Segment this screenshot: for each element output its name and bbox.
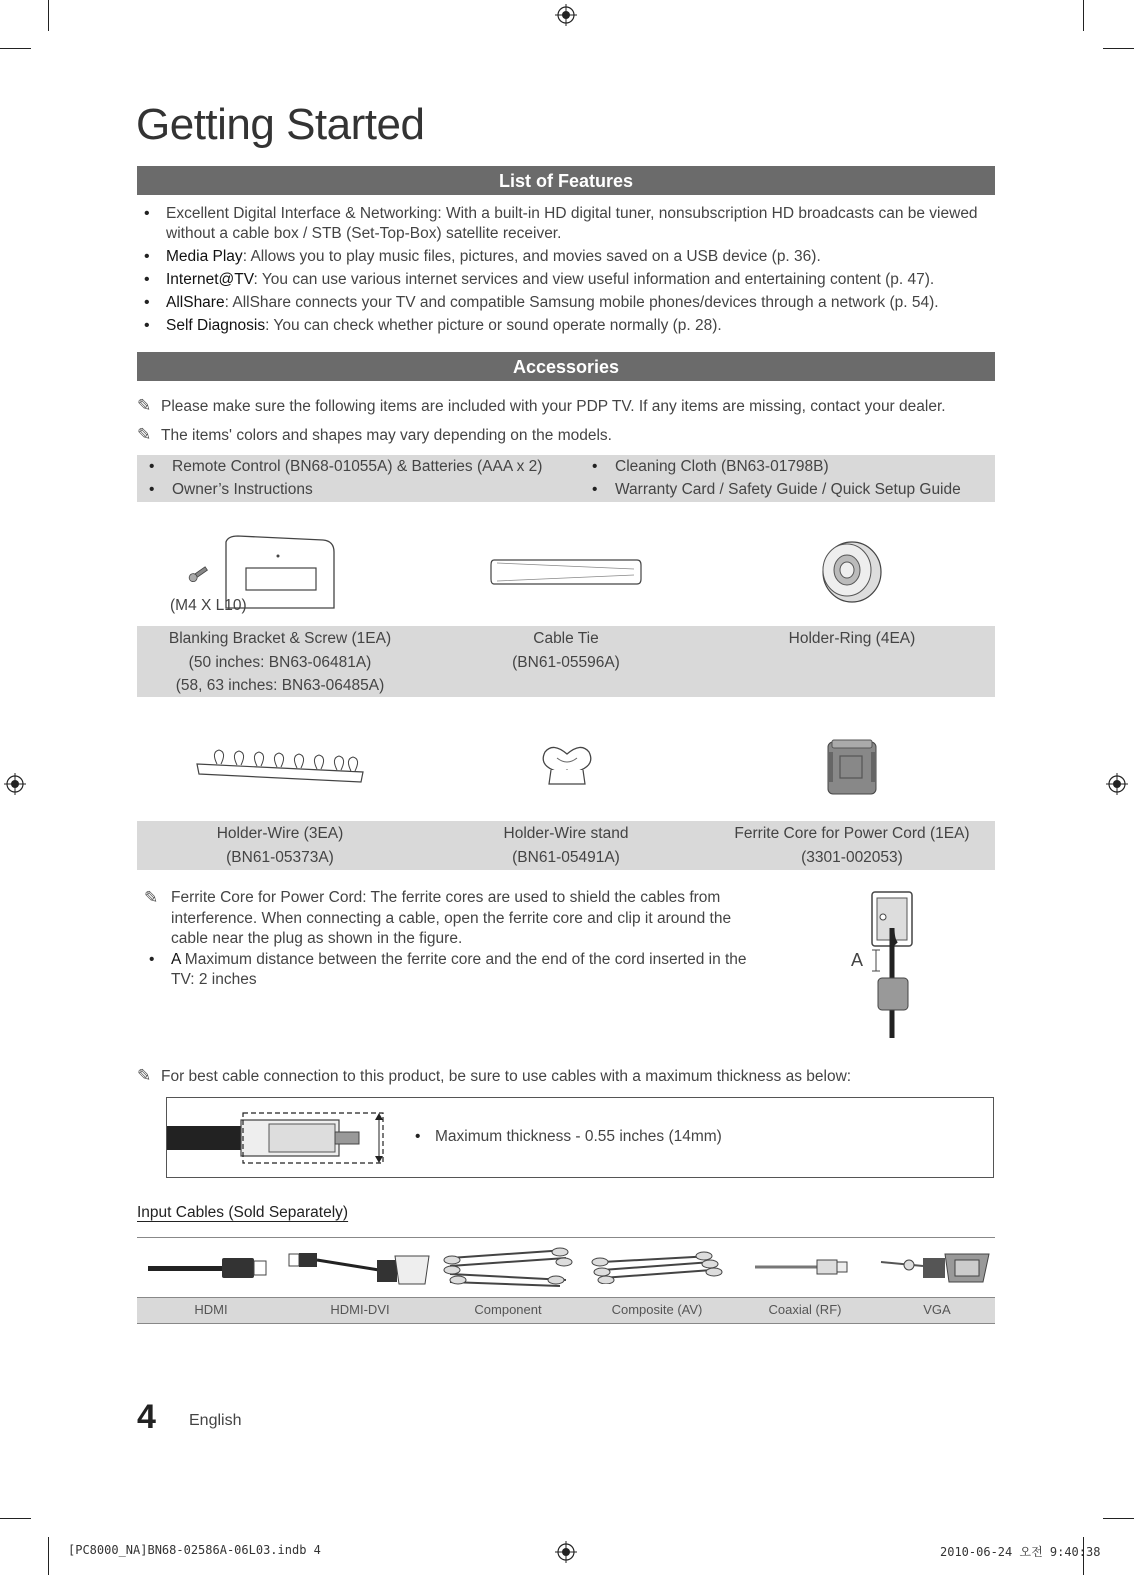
- ferrite-core-image: [824, 738, 880, 796]
- registration-mark-icon: [555, 4, 577, 26]
- accessories-note: ✎ Please make sure the following items are included with your PDP TV. If any items are missing, contact your dealer.: [137, 396, 946, 415]
- registration-mark-icon: [1106, 773, 1128, 795]
- crop-mark: [48, 1537, 49, 1575]
- included-items-box: [137, 455, 995, 502]
- cable-tie-image: [489, 557, 644, 587]
- input-cables-labels: [137, 1297, 995, 1324]
- note-pencil-icon: ✎: [137, 425, 152, 444]
- cable-label-hdmi-dvi: HDMI-DVI: [330, 1302, 390, 1317]
- hdmi-cable-icon: [146, 1253, 270, 1283]
- ferrite-bullet: • A Maximum distance between the ferrite core and the end of the cord inserted in the TV: 2 inches: [149, 950, 747, 988]
- holder-wire-image: [195, 744, 367, 786]
- note-pencil-icon: ✎: [137, 396, 152, 415]
- holder-wire-caption: Holder-Wire (3EA) (BN61-05373A): [216, 825, 344, 866]
- feature-item: • Self Diagnosis: You can check whether picture or sound operate normally (p. 28).: [137, 316, 987, 336]
- coaxial-rf-cable-icon: [753, 1256, 849, 1278]
- holder-wire-stand-caption: Holder-Wire stand (BN61-05491A): [503, 825, 629, 866]
- cable-tie-caption: Cable Tie (BN61-05596A): [512, 630, 620, 671]
- holder-ring-caption: Holder-Ring (4EA): [788, 630, 916, 647]
- included-item: • Warranty Card / Safety Guide / Quick Setup Guide: [615, 481, 961, 499]
- print-slug-date: 2010-06-24 오전 9:40:38: [940, 1545, 1101, 1559]
- included-item: • Cleaning Cloth (BN63-01798B): [615, 458, 829, 476]
- accessories-heading: Accessories: [137, 352, 995, 381]
- features-list: [137, 204, 987, 339]
- vga-cable-icon: [879, 1250, 993, 1286]
- crop-mark: [0, 48, 31, 49]
- screw-size-label: (M4 X L10): [170, 597, 247, 614]
- feature-item: • Media Play: Allows you to play music files, pictures, and movies saved on a USB device (p. 36).: [137, 247, 987, 267]
- blanking-bracket-caption: Blanking Bracket & Screw (1EA) (50 inches: BN63-06481A) (58, 63 inches: BN63-06485A): [168, 630, 392, 694]
- input-cables-title: Input Cables (Sold Separately): [137, 1204, 349, 1221]
- max-thickness-bullet: • Maximum thickness - 0.55 inches (14mm): [415, 1128, 722, 1145]
- page-number: 4: [137, 1398, 156, 1436]
- cable-thickness-box: [166, 1097, 994, 1178]
- included-item: • Remote Control (BN68-01055A) & Batteries (AAA x 2): [172, 458, 542, 476]
- crop-mark: [1083, 0, 1084, 31]
- cable-label-coaxial: Coaxial (RF): [768, 1302, 842, 1317]
- cable-label-component: Component: [474, 1302, 542, 1317]
- cable-label-vga: VGA: [923, 1302, 951, 1317]
- input-cables-divider: [137, 1237, 995, 1238]
- feature-item: • Excellent Digital Interface & Networking: With a built-in HD digital tuner, nonsubscription HD broadcasts can be viewed without a cable box / STB (Set-Top-Box) satellite receiver.: [137, 204, 987, 244]
- cable-plug-image: [167, 1110, 397, 1168]
- composite-av-cable-icon: [588, 1248, 724, 1284]
- ferrite-core-caption: Ferrite Core for Power Cord (1EA) (3301-002053): [734, 825, 970, 866]
- print-slug-file: [PC8000_NA]BN68-02586A-06L03.indb 4: [68, 1543, 321, 1557]
- accessories-note: ✎ The items' colors and shapes may vary depending on the models.: [137, 425, 612, 444]
- note-pencil-icon: ✎: [137, 1066, 152, 1085]
- crop-mark: [48, 0, 49, 31]
- component-cable-icon: [440, 1244, 576, 1290]
- ferrite-note: ✎ Ferrite Core for Power Cord: The ferrite cores are used to shield the cables from interference. When connecting a cable, open the ferrite core and clip it around the cable near the plug as shown in the figure. • A Maximum distance between the ferrite core and the end of the cord inserted in the TV: 2 inches: [144, 888, 759, 991]
- crop-mark: [0, 1518, 31, 1519]
- registration-mark-icon: [4, 773, 26, 795]
- features-heading: List of Features: [137, 166, 995, 195]
- feature-item: • Internet@TV: You can use various internet services and view useful information and entertaining content (p. 47).: [137, 270, 987, 290]
- cable-label-composite: Composite (AV): [611, 1302, 703, 1317]
- feature-item: • AllShare: AllShare connects your TV and compatible Samsung mobile phones/devices through a network (p. 54).: [137, 293, 987, 313]
- cable-thickness-note: ✎ For best cable connection to this product, be sure to use cables with a maximum thickness as below:: [137, 1066, 852, 1085]
- distance-label: A: [851, 950, 864, 970]
- note-pencil-icon: ✎: [144, 888, 159, 907]
- page-language: English: [189, 1412, 242, 1429]
- included-item: • Owner’s Instructions: [172, 481, 313, 499]
- page-title: Getting Started: [136, 100, 425, 149]
- crop-mark: [1103, 1518, 1134, 1519]
- registration-mark-icon: [555, 1541, 577, 1563]
- holder-wire-stand-image: [537, 740, 597, 790]
- hdmi-dvi-cable-icon: [287, 1248, 433, 1286]
- holder-ring-image: [818, 540, 884, 604]
- crop-mark: [1103, 48, 1134, 49]
- cable-label-hdmi: HDMI: [194, 1302, 228, 1317]
